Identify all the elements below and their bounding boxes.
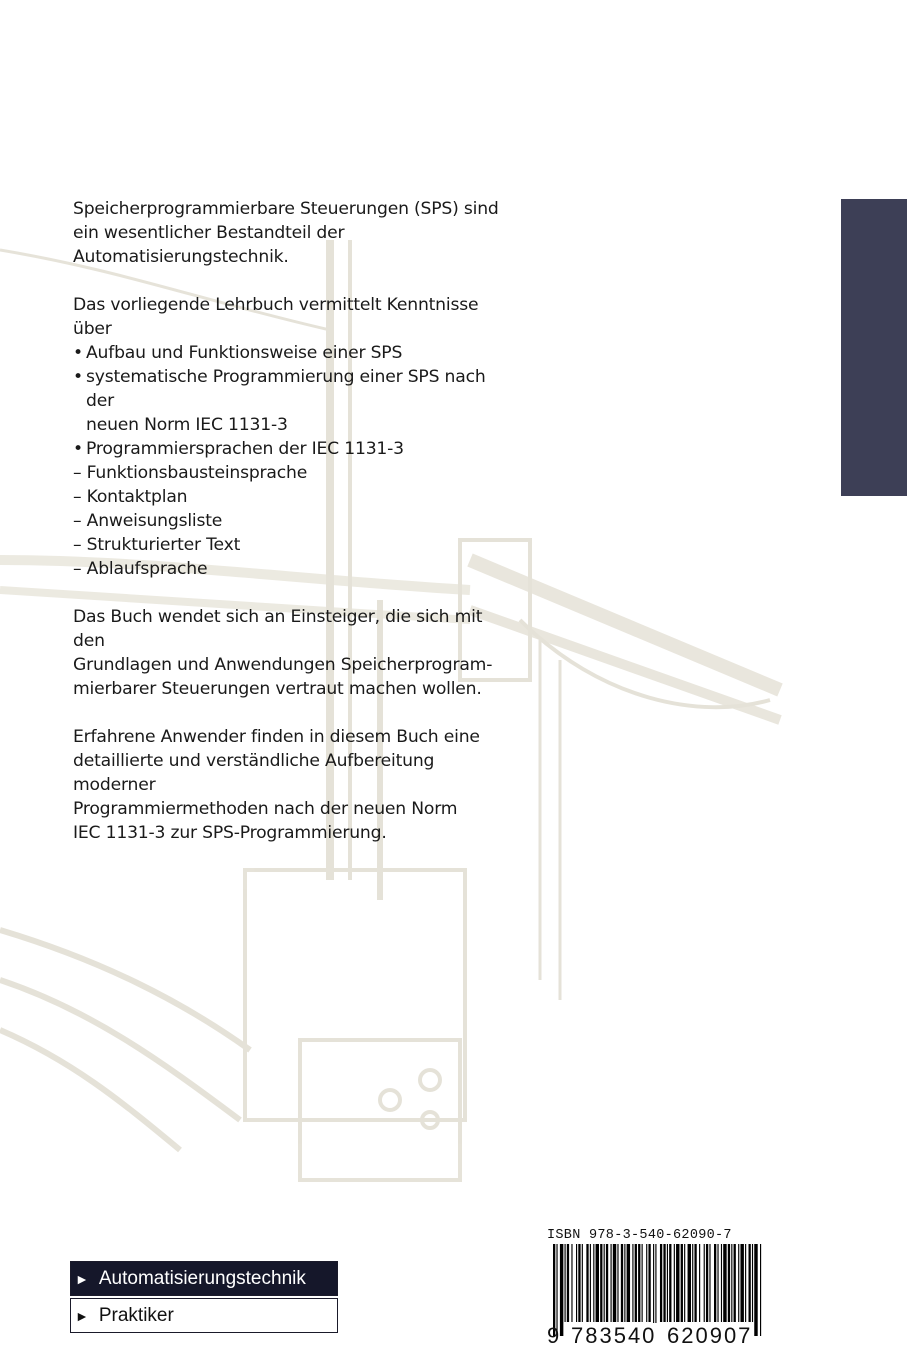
bullet-continuation: neuen Norm IEC 1131-3 bbox=[86, 415, 288, 435]
barcode-bar bbox=[752, 1244, 753, 1322]
ean-first-digit: 9 bbox=[547, 1323, 560, 1348]
barcode-bar bbox=[699, 1244, 700, 1322]
audience-line: mierbarer Steuerungen vertraut machen wollen. bbox=[73, 679, 482, 699]
barcode-bar bbox=[731, 1244, 732, 1322]
barcode-bar bbox=[604, 1244, 605, 1322]
series-automatisierungstechnik bbox=[70, 1261, 338, 1296]
barcode-bar bbox=[760, 1244, 761, 1336]
barcode-bar bbox=[590, 1244, 591, 1322]
isbn-label: ISBN 978-3-540-62090-7 bbox=[547, 1228, 732, 1243]
barcode-bar bbox=[565, 1244, 566, 1322]
barcode-bar bbox=[669, 1244, 671, 1322]
barcode-bar bbox=[721, 1244, 722, 1322]
experts-line: IEC 1131-3 zur SPS-Programmierung. bbox=[73, 823, 387, 843]
series-praktiker bbox=[70, 1298, 338, 1333]
experts-line: detaillierte und verständliche Aufbereitung moderner bbox=[73, 751, 435, 795]
barcode-bar bbox=[660, 1244, 662, 1322]
spine-color-tab bbox=[841, 199, 907, 496]
barcode-bar bbox=[676, 1244, 679, 1322]
language-item: – Ablaufsprache bbox=[73, 559, 208, 579]
language-item: – Kontaktplan bbox=[73, 487, 188, 507]
barcode-bar bbox=[638, 1244, 640, 1322]
arrow-icon: ► bbox=[75, 1307, 89, 1324]
back-cover-text bbox=[73, 197, 513, 845]
ean-left-group: 783540 bbox=[571, 1323, 657, 1348]
barcode-bar bbox=[723, 1244, 726, 1322]
experts-line: Programmiermethoden nach der neuen Norm bbox=[73, 799, 458, 819]
series-label: Praktiker bbox=[98, 1304, 174, 1326]
barcode-bar bbox=[632, 1244, 633, 1322]
barcode-bar bbox=[613, 1244, 616, 1322]
barcode-bar bbox=[754, 1244, 757, 1336]
barcode-bar bbox=[578, 1244, 580, 1322]
barcode-bar bbox=[582, 1244, 583, 1322]
barcode-bar bbox=[621, 1244, 623, 1322]
barcode-bar bbox=[586, 1244, 588, 1322]
barcode-bar bbox=[681, 1244, 683, 1322]
barcode-bar bbox=[617, 1244, 618, 1322]
barcode-bar bbox=[688, 1244, 691, 1322]
series-label: Automatisierungstechnik bbox=[98, 1267, 306, 1289]
intro-paragraph: Speicherprogrammierbare Steuerungen (SPS) sind ein wesentlicher Bestandteil der Automatisierungstechnik. bbox=[73, 199, 499, 267]
series-labels bbox=[70, 1261, 338, 1333]
barcode-bar bbox=[738, 1244, 739, 1322]
audience-line: Das Buch wendet sich an Einsteiger, die sich mit den bbox=[73, 607, 483, 651]
ean-right-group: 620907 bbox=[667, 1323, 753, 1348]
barcode-bar bbox=[692, 1244, 693, 1322]
barcode-bar bbox=[728, 1244, 730, 1322]
barcode-bar bbox=[646, 1244, 647, 1322]
barcode-bar bbox=[627, 1244, 630, 1322]
barcode-bar bbox=[611, 1244, 612, 1322]
language-item: – Anweisungsliste bbox=[73, 511, 223, 531]
barcode-bar bbox=[684, 1244, 685, 1322]
bullet-item: • systematische Programmierung einer SPS nach der bbox=[73, 367, 486, 411]
barcode-bar bbox=[648, 1244, 650, 1322]
barcode-bar bbox=[714, 1244, 716, 1322]
barcode-bar bbox=[667, 1244, 668, 1322]
audience-line: Grundlagen und Anwendungen Speicherprogram- bbox=[73, 655, 493, 675]
barcode-bar bbox=[560, 1244, 563, 1336]
barcode-bar bbox=[606, 1244, 608, 1322]
language-item: – Strukturierter Text bbox=[73, 535, 241, 555]
barcode-bar bbox=[704, 1244, 705, 1322]
bullet-item: • Programmiersprachen der IEC 1131-3 bbox=[73, 439, 404, 459]
barcode-bar bbox=[709, 1244, 710, 1322]
barcode-bar bbox=[734, 1244, 736, 1322]
lead-line: Das vorliegende Lehrbuch vermittelt Kenntnisse über bbox=[73, 295, 479, 339]
bullet-item: • Aufbau und Funktionsweise einer SPS bbox=[73, 343, 403, 363]
barcode-bar bbox=[749, 1244, 751, 1322]
barcode-bar bbox=[571, 1244, 572, 1322]
barcode-bar bbox=[624, 1244, 625, 1322]
barcode-bar bbox=[717, 1244, 718, 1322]
barcode-bar bbox=[740, 1244, 743, 1322]
barcode-bar bbox=[745, 1244, 746, 1322]
barcode-bar bbox=[674, 1244, 675, 1322]
barcode-bar bbox=[642, 1244, 643, 1322]
language-item: – Funktionsbausteinsprache bbox=[73, 463, 308, 483]
barcode-bar bbox=[600, 1244, 602, 1322]
barcode-bar bbox=[663, 1244, 665, 1322]
barcode-bar bbox=[694, 1244, 696, 1322]
barcode-bar bbox=[576, 1244, 577, 1322]
barcode-bar bbox=[706, 1244, 708, 1322]
barcode-bar bbox=[596, 1244, 599, 1322]
barcode-bar bbox=[593, 1244, 594, 1322]
experts-line: Erfahrene Anwender finden in diesem Buch eine bbox=[73, 727, 480, 747]
barcode-bar bbox=[635, 1244, 637, 1322]
barcode-bar bbox=[567, 1244, 569, 1322]
arrow-icon: ► bbox=[75, 1270, 89, 1287]
